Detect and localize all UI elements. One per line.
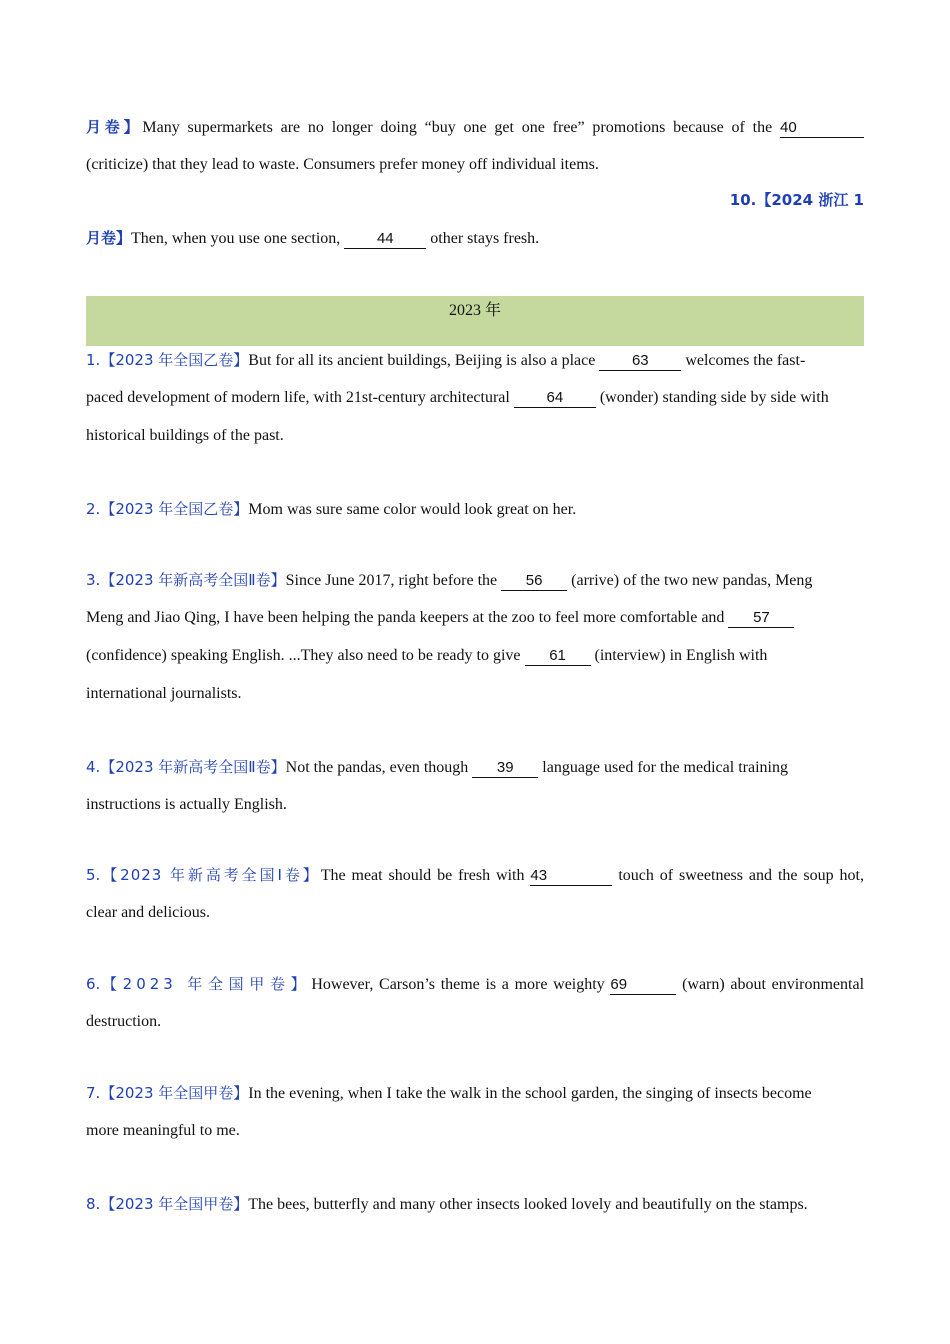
q3-line-2: Meng and Jiao Qing, I have been helping the panda keepers at the zoo to feel more comfortable and 57 (86, 608, 864, 628)
q5-number: 5. (86, 866, 101, 884)
q10-blank-44: 44 (344, 231, 426, 249)
q6-blank-69: 69 (610, 977, 676, 995)
q10-text-b: other stays fresh. (430, 230, 540, 247)
q9-source-tag: 月卷】 (86, 118, 143, 136)
q6-line-2: destruction. (86, 1013, 162, 1030)
q8-source: 【2023 年全国甲卷】 (100, 1195, 249, 1213)
q3-line-4: international journalists. (86, 685, 242, 702)
q1-line-1: 1.【2023 年全国乙卷】But for all its ancient buildings, Beijing is also a place 63 welcomes the fast- (86, 351, 806, 369)
q3-line-3: (confidence) speaking English. ...They also need to be ready to give 61 (interview) in English with (86, 647, 768, 664)
q2-number: 2. (86, 500, 101, 518)
q7-line-1: 7.【2023 年全国甲卷】In the evening, when I take the walk in the school garden, the singing of insects become (86, 1084, 812, 1102)
q3-source: 【2023 年新高考全国Ⅱ卷】 (100, 571, 286, 589)
section-title: 2023 年 (448, 302, 501, 319)
q3-line-1: 3.【2023 年新高考全国Ⅱ卷】Since June 2017, right before the 56 (arrive) of the two new pandas, Meng (86, 571, 813, 589)
q7-source: 【2023 年全国甲卷】 (100, 1084, 249, 1102)
q10-source-head: 10.【2024 浙江 1 (729, 191, 864, 209)
q3-blank-56: 56 (501, 573, 567, 591)
q1-line-2: paced development of modern life, with 21st-century architectural 64 (wonder) standing side by side with (86, 389, 829, 406)
q2-source: 【2023 年全国乙卷】 (100, 500, 249, 518)
q7-number: 7. (86, 1084, 101, 1102)
q3-blank-57: 57 (728, 610, 794, 628)
q1-source: 【2023 年全国乙卷】 (100, 351, 249, 369)
q8-line-1: 8.【2023 年全国甲卷】The bees, butterfly and many other insects looked lovely and beautifully on the stamps. (86, 1195, 808, 1213)
q1-line-3: historical buildings of the past. (86, 427, 284, 444)
q9-line-1 (86, 117, 864, 138)
q4-line-2: instructions is actually English. (86, 796, 287, 813)
q6-number: 6. (86, 975, 101, 993)
q4-line-1: 4.【2023 年新高考全国Ⅱ卷】Not the pandas, even though 39 language used for the medical training (86, 758, 788, 776)
q3-number: 3. (86, 571, 101, 589)
q9-line-2: (criticize) that they lead to waste. Consumers prefer money off individual items. (86, 156, 599, 173)
q9-text-1: Many supermarkets are no longer doing “buy one get one free” promotions because of the (142, 119, 773, 136)
section-header-band (86, 296, 864, 346)
q7-line-2: more meaningful to me. (86, 1122, 240, 1139)
q3-blank-61: 61 (525, 648, 591, 666)
q1-blank-64: 64 (514, 390, 596, 408)
q4-number: 4. (86, 758, 101, 776)
q1-number: 1. (86, 351, 101, 369)
q6-line-1: 6.【2023 年全国甲卷】However, Carson’s theme is a more weighty 69 (warn) about environmental (86, 975, 865, 993)
q2-line-1: 2.【2023 年全国乙卷】Mom was sure same color would look great on her. (86, 500, 577, 518)
q10-line (86, 228, 864, 249)
q5-line-2: clear and delicious. (86, 904, 210, 921)
q9-blank-40: 40 (780, 120, 864, 138)
q10-text-a: Then, when you use one section, (131, 230, 341, 247)
q5-line-1: 5.【2023 年新高考全国Ⅰ卷】The meat should be fresh with 43 touch of sweetness and the soup hot, (86, 866, 865, 884)
q10-source-tail: 月卷】 (86, 229, 132, 247)
q8-number: 8. (86, 1195, 101, 1213)
q5-source: 【2023 年新高考全国Ⅰ卷】 (100, 866, 321, 884)
q4-source: 【2023 年新高考全国Ⅱ卷】 (100, 758, 286, 776)
q5-blank-43: 43 (530, 868, 612, 886)
q6-source: 【2023 年全国甲卷】 (100, 975, 312, 993)
q4-blank-39: 39 (472, 760, 538, 778)
q1-blank-63: 63 (599, 353, 681, 371)
